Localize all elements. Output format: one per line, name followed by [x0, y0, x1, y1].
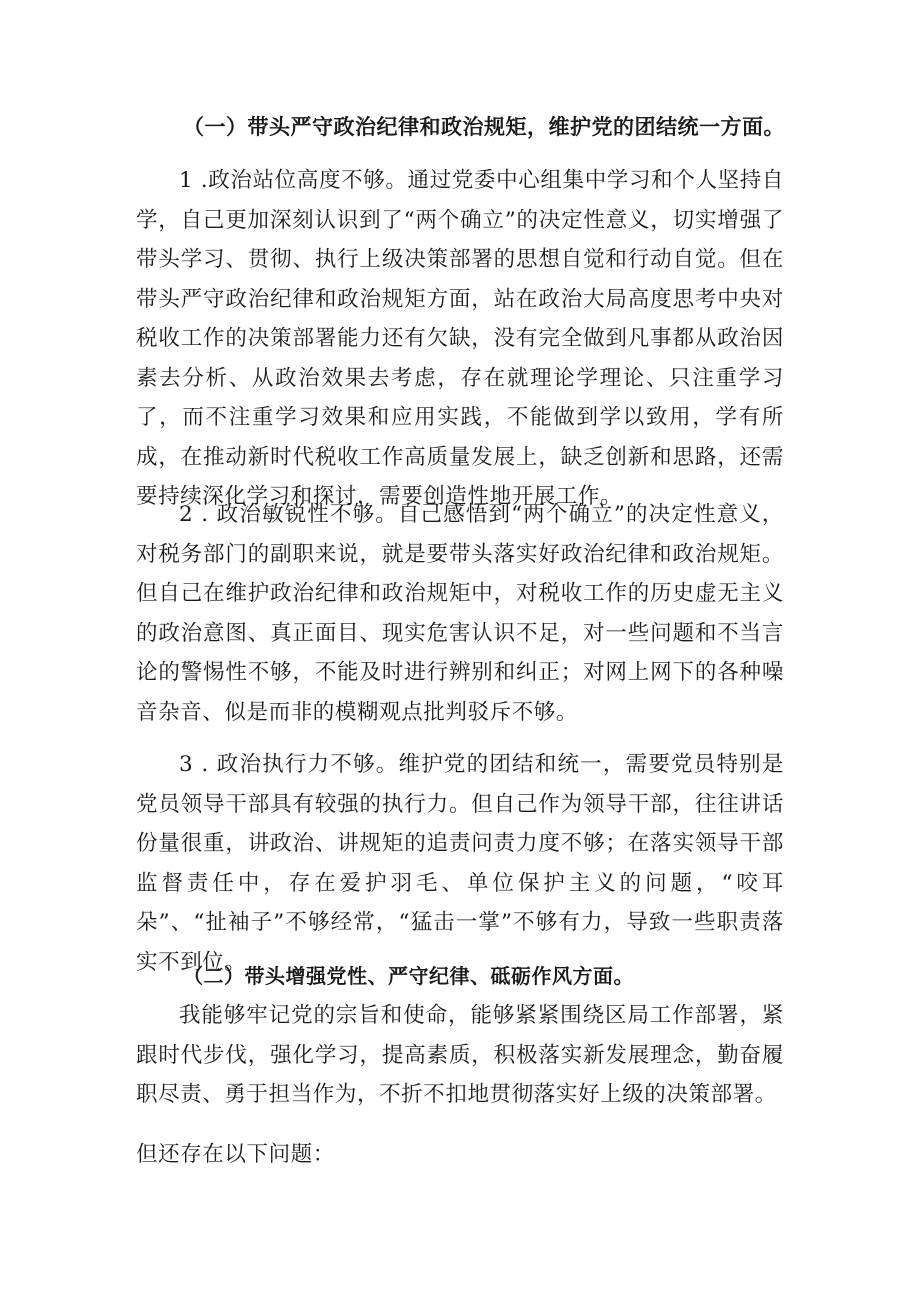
closing-line: 但还存在以下问题： [136, 1142, 335, 1167]
section-heading-1: （一）带头严守政治纪律和政治规矩，维护党的团结统一方面。 [183, 114, 785, 139]
paragraph-political-sensitivity: 2 . 政治敏锐性不够。自己感悟到“两个确立”的决定性意义，对税务部门的副职来说，就是要带头落实好政治纪律和政治规矩。但自己在维护政治纪律和政治规矩中，对税收工作的历史虚无主义的政治意图、真正面目、现实危害认识不足，对一些问题和不当言论的警惕性不够，不能及时进行辨别和纠正；对网上网下的各种噪音杂音、似是而非的模糊观点批判驳斥不够。 [136, 502, 784, 725]
paragraph-political-execution: 3 . 政治执行力不够。维护党的团结和统一，需要党员特别是党员领导干部具有较强的执行力。但自己作为领导干部，往往讲话份量很重，讲政治、讲规矩的追责问责力度不够；在落实领导干部监督责任中，存在爱护羽毛、单位保护主义的问题，“咬耳朵”、“扯袖子”不够经常，“猛击一掌”不够有力，导致一些职责落实不到位。 [136, 752, 784, 975]
section-heading-2: （二）带头增强党性、严守纪律、砥砺作风方面。 [183, 964, 634, 988]
paragraph-political-standing: 1 .政治站位高度不够。通过党委中心组集中学习和个人坚持自学，自己更加深刻认识到了“两个确立”的决定性意义，切实增强了带头学习、贯彻、执行上级决策部署的思想自觉和行动自觉。但在带头严守政治纪律和政治规矩方面，站在政治大局高度思考中央对税收工作的决策部署能力还有欠缺，没有完全做到凡事都从政治因素去分析、从政治效果去考虑，存在就理论学理论、只注重学习了，而不注重学习效果和应用实践，不能做到学以致用，学有所成，在推动新时代税收工作高质量发展上，缺乏创新和思路，还需要持续深化学习和探讨，需要创造性地开展工作。 [136, 168, 784, 509]
paragraph-party-spirit: 我能够牢记党的宗旨和使命，能够紧紧围绕区局工作部署，紧跟时代步伐，强化学习，提高素质，积极落实新发展理念，勤奋履职尽责、勇于担当作为，不折不扣地贯彻落实好上级的决策部署。 [136, 1003, 784, 1107]
